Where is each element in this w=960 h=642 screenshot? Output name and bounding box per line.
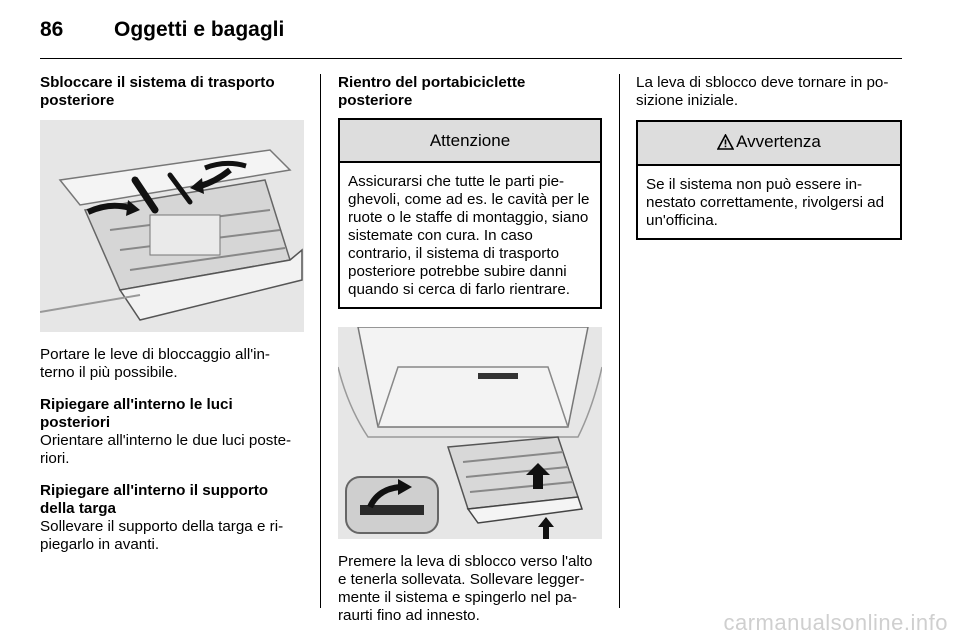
attention-title: Attenzione: [340, 120, 600, 163]
page-header: [40, 18, 284, 42]
section-heading-plate-holder: Ripiegare all'interno il supporto della targa: [40, 482, 269, 517]
paragraph-fold-plate-holder: Sollevare il supporto della targa e ri-piegarlo in avanti.: [40, 518, 284, 553]
column-divider-2: [619, 74, 620, 608]
illustration-retract-carrier: [338, 327, 602, 539]
warning-triangle-icon: [717, 134, 734, 154]
page-number: 86: [40, 18, 64, 41]
warning-title-row: [638, 122, 900, 166]
column-divider-1: [320, 74, 321, 608]
attention-text: Assicurarsi che tutte le parti pie-ghevoli, come ad es. le cavità per le ruote o le staffe di montaggio, siano sistemate con cura. In caso contrario, il sistema di trasporto posteriore potrebbe subire danni quando si cerca di farlo rientrare.: [348, 173, 590, 298]
column-3: [636, 74, 902, 240]
paragraph-lever-return: La leva di sblocco deve tornare in po-sizione iniziale.: [636, 74, 889, 109]
page-title: Oggetti e bagagli: [114, 18, 285, 41]
section-heading-retract: Rientro del portabiciclette posteriore: [338, 74, 526, 109]
paragraph-push-levers: Portare le leve di bloccaggio all'in-terno il più possibile.: [40, 346, 270, 381]
paragraph-press-release-lever: Premere la leva di sblocco verso l'alto e tenerla sollevata. Sollevare legger-mente il sistema e spingerlo nel pa-raurti fino ad innesto.: [338, 553, 593, 624]
attention-box: [338, 118, 602, 309]
illustration-unlock-levers: [40, 120, 304, 332]
header-divider: [40, 58, 902, 59]
paragraph-fold-taillights: Orientare all'interno le due luci poste-riori.: [40, 432, 292, 467]
column-2: [338, 74, 602, 625]
column-1: [40, 74, 304, 554]
section-heading-unlock: Sbloccare il sistema di trasporto posteriore: [40, 74, 275, 109]
warning-box: [636, 120, 902, 240]
warning-title: Avvertenza: [736, 132, 821, 151]
section-heading-taillights: Ripiegare all'interno le luci posteriori: [40, 396, 233, 431]
warning-text: Se il sistema non può essere in-nestato correttamente, rivolgersi ad un'officina.: [646, 176, 885, 229]
watermark: carmanualsonline.info: [723, 610, 948, 635]
